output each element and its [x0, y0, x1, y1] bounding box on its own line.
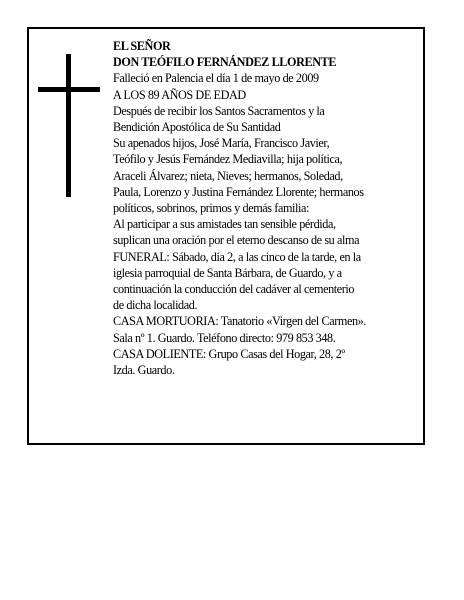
notice-text-line: de dicha localidad.	[113, 298, 198, 313]
notice-text-line: suplican una oración por el eterno descanso de su alma	[113, 233, 360, 248]
notice-text-line: Bendición Apostólica de Su Santidad	[113, 120, 281, 135]
notice-text-line: continuación la conducción del cadáver al cementerio	[113, 282, 355, 297]
notice-text-line: FUNERAL: Sábado, día 2, a las cinco de la tarde, en la	[113, 249, 361, 264]
notice-text-line: CASA MORTUORIA: Tanatorio «Virgen del Carmen».	[113, 314, 367, 329]
notice-text-line: Al participar a sus amistades tan sensible pérdida,	[113, 217, 336, 232]
notice-text-line: Después de recibir los Santos Sacramentos y la	[113, 103, 325, 118]
cross-vertical-bar	[66, 54, 71, 197]
notice-text-line: Su apenados hijos, José María, Francisco Javier,	[113, 136, 330, 151]
notice-text-line: iglesia parroquial de Santa Bárbara, de Guardo, y a	[113, 265, 342, 280]
notice-text-line: Falleció en Palencia el día 1 de mayo de 2009	[113, 71, 319, 86]
notice-heading-line: DON TEÓFILO FERNÁNDEZ LLORENTE	[113, 55, 337, 70]
notice-text-line: A LOS 89 AÑOS DE EDAD	[113, 87, 246, 102]
notice-text-line: Izda. Guardo.	[113, 363, 175, 378]
notice-text-line: Sala nº 1. Guardo. Teléfono directo: 979 853 348.	[113, 330, 336, 345]
notice-heading-line: EL SEÑOR	[113, 39, 171, 53]
obituary-text	[113, 38, 423, 378]
notice-text-line: políticos, sobrinos, primos y demás familia:	[113, 201, 309, 216]
notice-text-line: CASA DOLIENTE: Grupo Casas del Hogar, 28, 2º	[113, 346, 345, 361]
notice-text-line: Teófilo y Jesús Fernández Mediavilla; hija política,	[113, 152, 343, 167]
notice-text-line: Araceli Álvarez; nieta, Nieves; hermanos, Soledad,	[113, 168, 343, 183]
cross-horizontal-bar	[38, 87, 100, 92]
cross-icon	[38, 54, 100, 197]
notice-text-line: Paula, Lorenzo y Justina Fernández Llorente; hermanos	[113, 184, 364, 199]
